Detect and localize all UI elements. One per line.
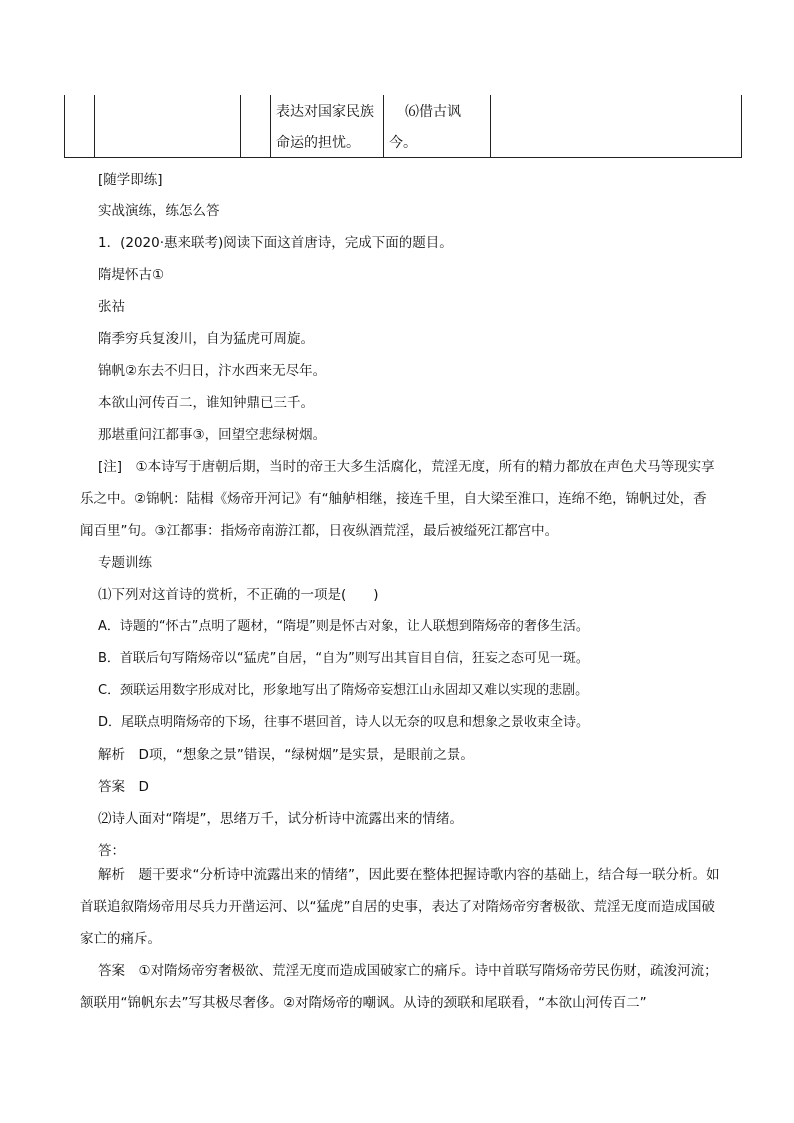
question-intro: 1．(2020·惠来联考)阅读下面这首唐诗，完成下面的题目。 (98, 235, 453, 251)
table-divider (490, 95, 491, 157)
poem-line: 那堪重问江都事③，回望空悲绿树烟。 (98, 427, 327, 443)
table-divider (270, 95, 271, 157)
answer-text: 答案 ①对隋炀帝穷奢极欲、荒淫无度而造成国破家亡的痛斥。诗中首联写隋炀帝劳民伤财，疏浚河流；颔联用“锦帆东去”写其极尽奢侈。②对隋炀帝的嘲讽。从诗的颈联和尾联看，“本欲山河传百二” (80, 963, 718, 1011)
option-d: D．尾联点明隋炀帝的下场，往事不堪回首，诗人以无奈的叹息和想象之景收束全诗。 (98, 715, 590, 730)
poem-line: 隋季穷兵复浚川，自为猛虎可周旋。 (98, 331, 314, 347)
answer-text: 答案 D (98, 779, 149, 795)
poem-line: 本欲山河传百二，谁知钟鼎已三千。 (98, 395, 314, 411)
practice-heading: 专题训练 (98, 555, 152, 571)
option-c: C．颈联运用数字形成对比，形象地写出了隋炀帝妄想江山永固却又难以实现的悲剧。 (98, 683, 589, 698)
option-a: A．诗题的“怀古”点明了题材，“隋堤”则是怀古对象，让人联想到隋炀帝的奢侈生活。 (98, 619, 589, 634)
table-cell-line: 表达对国家民族 (276, 104, 374, 120)
analysis-text: 解析 题干要求“分析诗中流露出来的情绪”，因此要在整体把握诗歌内容的基础上，结合每一联分析。如首联追叙隋炀帝用尽兵力开凿运河、以“猛虎”自居的史事，表达了对隋炀帝穷奢极欲、荒淫无度而造成国破家亡的痛斥。 (80, 867, 720, 947)
table-cell-line: 今。 (389, 135, 417, 151)
poem-line: 锦帆②东去不归日，汴水西来无尽年。 (98, 363, 327, 379)
section-tag: [随学即练] (98, 172, 163, 188)
table-divider (240, 95, 241, 157)
subheading: 实战演练，练怎么答 (98, 203, 220, 219)
poem-author: 张祜 (98, 299, 125, 315)
analysis-text: 解析 D项，“想象之景”错误，“绿树烟”是实景，是眼前之景。 (98, 747, 474, 763)
question-stem: ⑵诗人面对“隋堤”，思绪万千，试分析诗中流露出来的情绪。 (98, 811, 463, 827)
table-cell-line: 命运的担忧。 (276, 135, 360, 151)
answer-prompt: 答： (98, 843, 125, 859)
table-cell-line: ⑹借古讽 (405, 104, 461, 120)
poem-note: [注] ①本诗写于唐朝后期，当时的帝王大多生活腐化，荒淫无度，所有的精力都放在声色犬马等现实享乐之中。②锦帆：陆楫《炀帝开河记》有“舳舻相继，接连千里，自大梁至淮口，连绵不绝，锦帆过处，香闻百里”句。③江都事：指炀帝南游江都，日夜纵酒荒淫，最后被缢死江都宫中。 (80, 459, 715, 539)
option-b: B．首联后句写隋炀帝以“猛虎”自居，“自为”则写出其盲目自信，狂妄之态可见一斑。 (98, 651, 589, 666)
table-divider (383, 95, 384, 157)
table-divider (94, 95, 95, 157)
comparison-table-fragment (64, 95, 742, 158)
question-stem: ⑴下列对这首诗的赏析，不正确的一项是( ) (98, 587, 379, 603)
poem-title: 隋堤怀古① (98, 267, 165, 283)
